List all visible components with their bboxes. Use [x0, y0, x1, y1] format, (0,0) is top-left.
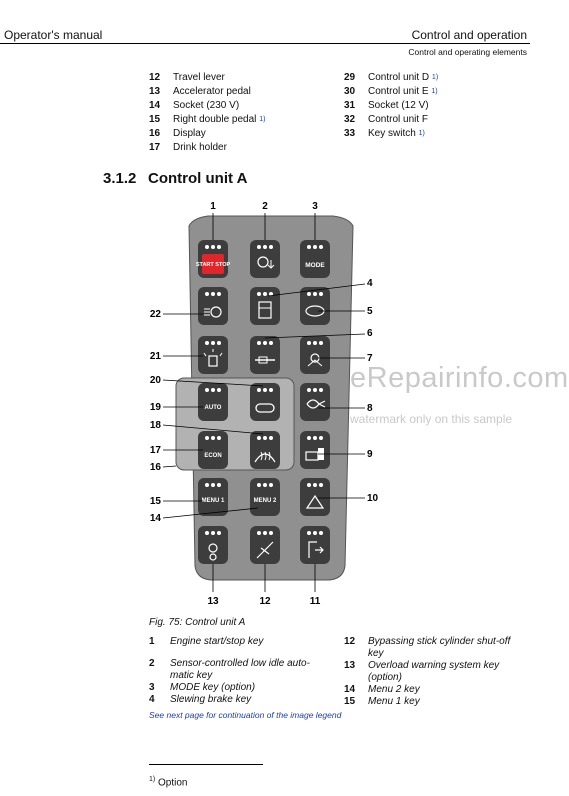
callout-6: 6: [367, 328, 373, 339]
header-title: Operator's manual: [4, 28, 103, 42]
callout-1: 1: [210, 201, 216, 212]
footnote-mark: 1): [149, 776, 156, 783]
key-slewing-brake[interactable]: [250, 287, 280, 325]
callout-21: 21: [149, 351, 161, 362]
callout-22: 22: [149, 309, 161, 320]
callout-7: 7: [367, 353, 373, 364]
section-title: Control unit A: [148, 170, 248, 187]
key-windshield-heating[interactable]: [250, 431, 280, 469]
key-beacon[interactable]: [198, 336, 228, 374]
key-5[interactable]: [300, 287, 330, 325]
figure-caption: Fig. 75: Control unit A: [149, 617, 246, 628]
header-chapter: Control and operation: [411, 28, 527, 42]
key-8[interactable]: [300, 383, 330, 421]
key-menu-2[interactable]: [250, 478, 280, 516]
watermark-title: eRepairinfo.com: [350, 362, 569, 394]
legend-item: 32 Control unit F: [344, 114, 429, 125]
legend-item-cont: key: [368, 648, 384, 659]
legend-item: 14 Socket (230 V): [149, 100, 240, 111]
legend-item: 30 Control unit E 1): [344, 86, 438, 97]
key-overload-warning[interactable]: [198, 526, 228, 564]
key-work-lights[interactable]: [198, 287, 228, 325]
callout-13: 13: [207, 596, 219, 607]
key-auto[interactable]: [198, 383, 228, 421]
legend-item: 1 Engine start/stop key: [149, 636, 264, 647]
callout-5: 5: [367, 306, 373, 317]
legend-item: 17 Drink holder: [149, 142, 227, 153]
key-float-position[interactable]: [250, 336, 280, 374]
callout-19: 19: [149, 402, 161, 413]
footnote-rule: [149, 764, 263, 765]
callout-2: 2: [262, 201, 268, 212]
legend-item: 3 MODE key (option): [149, 682, 256, 693]
legend-item: 29 Control unit D 1): [344, 72, 439, 83]
callout-17: 17: [149, 445, 161, 456]
menu-1-label: MENU 1: [201, 498, 225, 504]
mode-label: MODE: [305, 262, 325, 269]
key-hydraulic-mode[interactable]: [250, 383, 280, 421]
start-stop-label: START STOP: [195, 262, 231, 268]
callout-8: 8: [367, 403, 373, 414]
watermark-subtitle: watermark only on this sample: [350, 412, 513, 426]
key-start-stop[interactable]: [196, 240, 231, 278]
legend-item-cont: (option): [368, 672, 402, 683]
legend-top-right: [344, 71, 438, 141]
key-9[interactable]: [300, 431, 330, 469]
key-7[interactable]: [300, 336, 330, 374]
legend-item: 13 Accelerator pedal: [149, 86, 251, 97]
key-mode[interactable]: [300, 240, 330, 278]
continuation-note[interactable]: See next page for continuation of the image legend: [149, 710, 342, 720]
legend-item: 13 Overload warning system key: [344, 660, 500, 671]
menu-2-label: MENU 2: [253, 498, 277, 504]
legend-item: 12 Bypassing stick cylinder shut-off: [344, 636, 511, 647]
legend-item: 15 Menu 1 key: [344, 696, 420, 707]
callout-3: 3: [312, 201, 318, 212]
callout-14: 14: [149, 513, 161, 524]
legend-bottom-left: [149, 636, 310, 706]
legend-item: 16 Display: [149, 128, 206, 139]
legend-item: 2 Sensor-controlled low idle auto-: [149, 658, 310, 669]
legend-item: 33 Key switch 1): [344, 128, 425, 139]
auto-label: AUTO: [204, 405, 222, 411]
key-stick-bypass[interactable]: [250, 526, 280, 564]
key-11[interactable]: [300, 526, 330, 564]
key-menu-1[interactable]: [198, 478, 228, 516]
legend-top-left: [149, 71, 265, 155]
callout-18: 18: [149, 420, 161, 431]
legend-bottom-right: [344, 636, 510, 708]
footnote: [149, 776, 187, 788]
legend-item: 31 Socket (12 V): [344, 100, 429, 111]
header-subtitle: Control and operating elements: [408, 47, 527, 57]
econ-label: ECON: [204, 453, 222, 459]
control-unit-figure: [103, 196, 443, 616]
section-number: 3.1.2: [103, 170, 137, 187]
key-auto-idle[interactable]: [250, 240, 280, 278]
legend-item-cont: matic key: [170, 670, 213, 681]
footnote-text: Option: [158, 777, 188, 789]
callout-16: 16: [149, 462, 161, 473]
callout-12: 12: [259, 596, 271, 607]
header-rule: [0, 43, 530, 44]
callout-11: 11: [309, 596, 321, 607]
callout-15: 15: [149, 496, 161, 507]
legend-item: 15 Right double pedal 1): [149, 114, 266, 125]
legend-item: 12 Travel lever: [149, 72, 225, 83]
callout-4: 4: [367, 278, 373, 289]
section-heading: [103, 170, 247, 187]
callout-10: 10: [367, 493, 379, 504]
legend-item: 14 Menu 2 key: [344, 684, 420, 695]
callout-20: 20: [149, 375, 161, 386]
legend-item: 4 Slewing brake key: [149, 694, 252, 705]
key-10[interactable]: [300, 478, 330, 516]
callout-9: 9: [367, 449, 373, 460]
